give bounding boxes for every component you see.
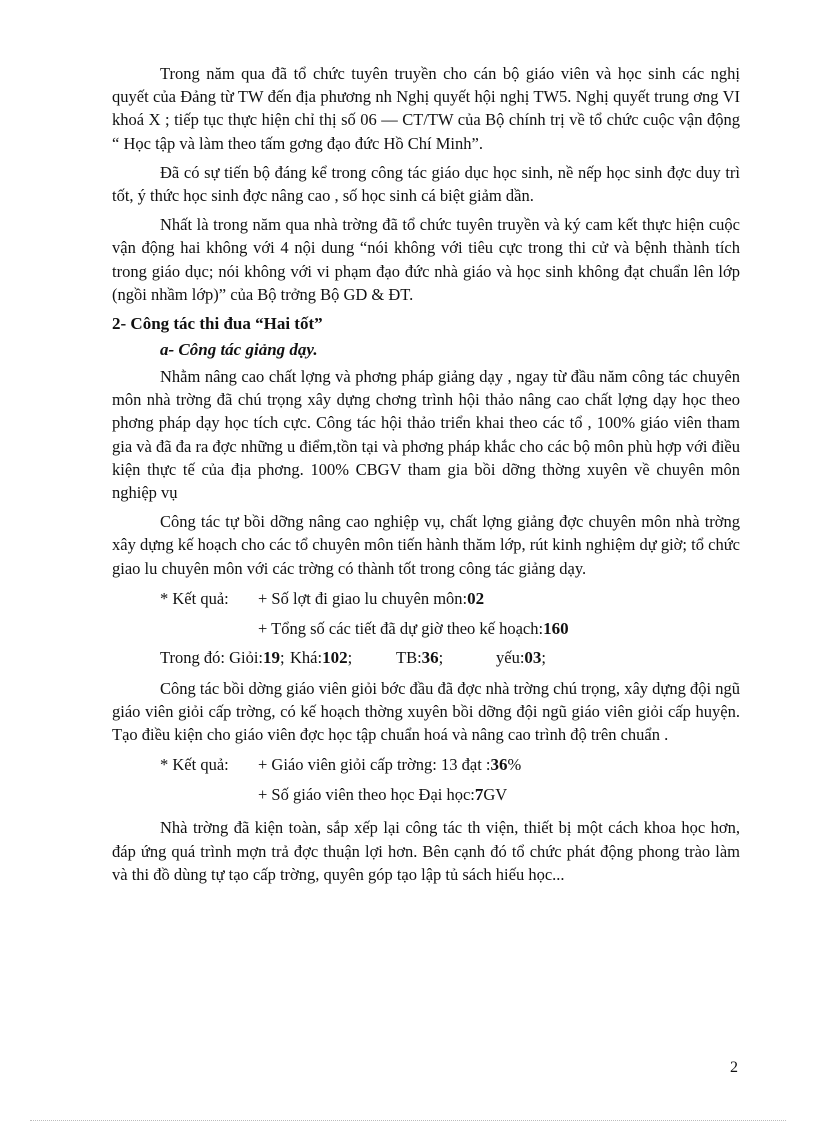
results-row-good-teachers (112, 753, 740, 776)
paragraph-two-no-campaign: Nhất là trong năm qua nhà trờng đã tổ chức tuyên truyền và ký cam kết thực hiện cuộc vận động hai không với 4 nội dung “nói không với tiêu cực trong thi cử và bệnh thành tích trong giáo dục; nói không với vi phạm đạo đức nhà giáo và học sinh không đạt chuẩn lên lớp (ngồi nhầm lớp)” của Bộ trởng Bộ GD & ĐT. (112, 215, 740, 304)
paragraph-propaganda: Trong năm qua đã tổ chức tuyên truyền cho cán bộ giáo viên và học sinh các nghị quyết của Đảng từ TW đến địa phương nh Nghị quyết hội nghị TW5. Nghị quyết trung ơng VI khoá X ; tiếp tục thực hiện chỉ thị số 06 — CT/TW của Bộ chính trị về tổ chức cuộc vận động “ Học tập và làm theo tấm gơng đạo đức Hồ Chí Minh”. (112, 64, 740, 153)
paragraph-self-training: Công tác tự bồi dỡng nâng cao nghiệp vụ, chất lợng giảng đợc chuyên môn nhà trờng xây dựng kế hoạch cho các tổ chuyên môn tiến hành thăm lớp, rút kinh nghiệm dự giờ; tổ chức giao lu chuyên môn với các trờng có thành tốt trong công tác giảng dạy. (112, 512, 740, 578)
paragraph-good-teachers: Công tác bồi dờng giáo viên giỏi bớc đầu đã đợc nhà trờng chú trọng, xây dựng đội ngũ giáo viên giỏi cấp trờng, có kế hoạch thờng xuyên bồi dỡng đội ngũ giáo viên giỏi cấp huyện. Tạo điều kiện cho giáo viên đợc học tập chuẩn hoá và nâng cao trình độ trên chuẩn . (112, 678, 740, 745)
results-row-lessons (112, 617, 740, 640)
section-heading-emulation: 2- Công tác thi đua “Hai tốt” (112, 314, 323, 334)
stat-tb: TB:36; (396, 647, 444, 667)
page-number: 2 (730, 1059, 738, 1076)
results-value: 02 (467, 588, 485, 608)
results-label: * Kết quả: (160, 588, 229, 608)
stat-gioi: Trong đó: Giỏi:19; (160, 647, 285, 667)
document-page (112, 62, 740, 886)
results-value: 36 (490, 755, 508, 775)
stat-yeu: yếu:03; (496, 647, 547, 667)
results-label: * Kết quả: (160, 755, 229, 775)
results-row-university (112, 783, 740, 806)
results-row-exchange (112, 587, 740, 610)
results-value: 160 (543, 618, 569, 638)
subsection-heading-teaching: a- Công tác giảng dạy. (160, 340, 318, 360)
paragraph-library: Nhà trờng đã kiện toàn, sắp xếp lại công tác th viện, thiết bị một cách khoa học hơn, đáp ứng quá trình mợn trả đợc thuận lợi hơn. Bên cạnh đó tổ chức phát động phong trào làm và thi đồ dùng tự tạo cấp trờng, quyên góp tạo lập tủ sách hiếu học... (112, 818, 740, 884)
paragraph-teaching-quality: Nhằm nâng cao chất lợng và phơng pháp giảng dạy , ngay từ đầu năm công tác chuyên môn nhà trờng đã chú trọng xây dựng chơng trình hội thảo nâng cao chất lợng dạy học theo phơng pháp dạy học tích cực. Công tác hội thảo triển khai theo các tổ , 100% giáo viên tham gia và đã đa ra đợc những u điểm,tồn tại và phơng pháp khắc cho các bộ môn phù hợp với điều kiện thực tế của địa phơng. 100% CBGV tham gia bồi dỡng thờng xuyên về chuyên môn nghiệp vụ (112, 367, 740, 503)
paragraph-education-progress: Đã có sự tiến bộ đáng kể trong công tác giáo dục học sinh, nề nếp học sinh đợc duy trì tốt, ý thức học sinh đợc nâng cao , số học sinh cá biệt giảm dần. (112, 162, 740, 206)
results-text: + Giáo viên giỏi cấp trờng: 13 đạt :36% (258, 755, 522, 775)
results-text: + Tổng số các tiết đã dự giờ theo kế hoạch:160 (258, 618, 569, 638)
footer-divider (30, 1120, 786, 1121)
results-text: + Số lợt đi giao lu chuyên môn:02 (258, 588, 485, 608)
stat-kha: Khá:102; (290, 647, 353, 667)
stats-row (160, 646, 740, 669)
results-text: + Số giáo viên theo học Đại học:7GV (258, 785, 508, 805)
results-value: 7 (474, 785, 484, 805)
